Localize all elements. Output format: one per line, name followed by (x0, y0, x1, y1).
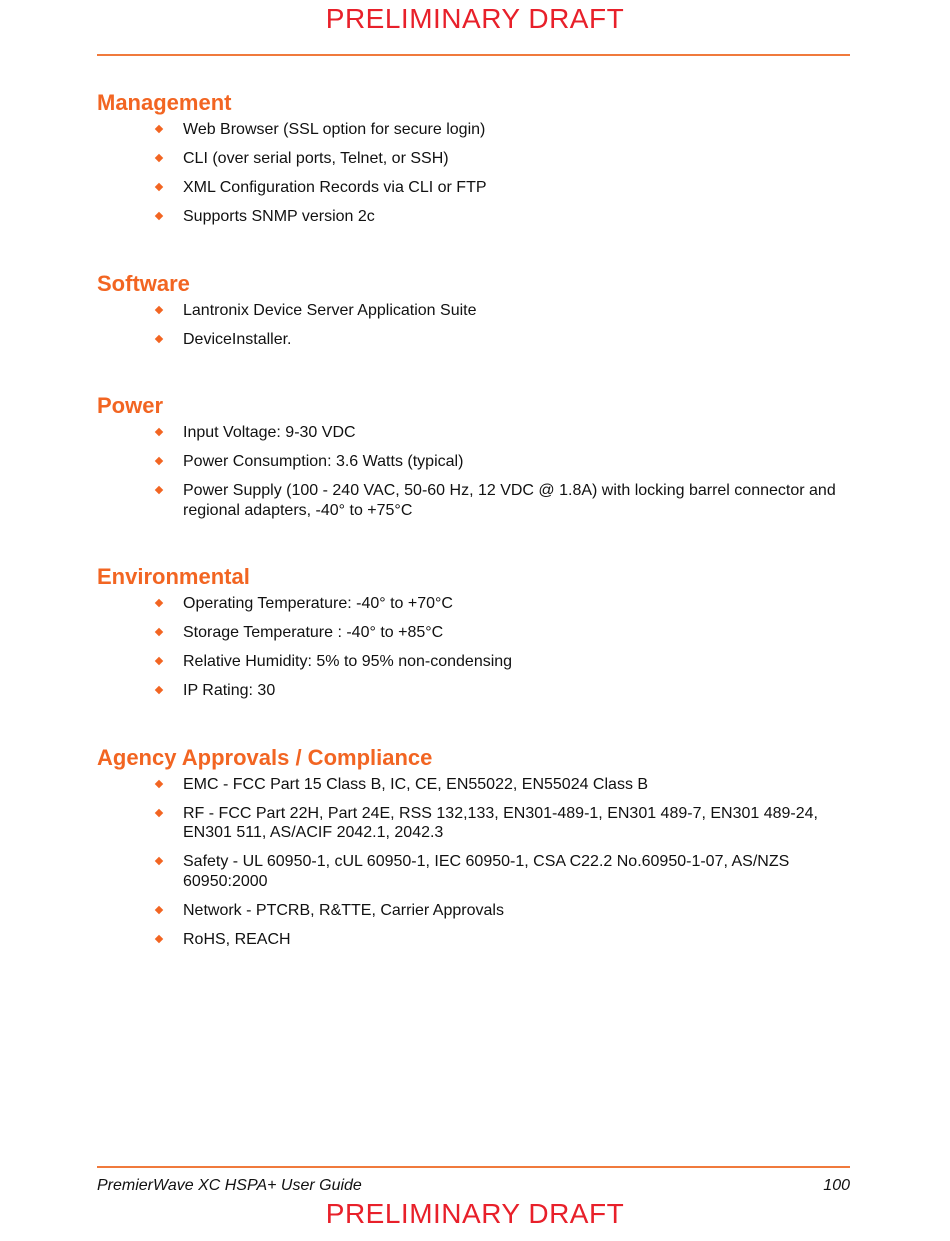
watermark-bottom: PRELIMINARY DRAFT (325, 1198, 625, 1229)
list-item-text: CLI (over serial ports, Telnet, or SSH) (183, 150, 449, 167)
list-item (97, 652, 850, 672)
section-heading: Software (97, 270, 190, 296)
diamond-bullet-icon (155, 686, 163, 694)
section-software (97, 267, 850, 350)
section-heading: Power (97, 393, 164, 418)
diamond-bullet-icon (155, 857, 163, 865)
list-item-text: Supports SNMP version 2c (183, 208, 375, 225)
list-item (97, 804, 850, 843)
list-item-text: Web Browser (SSL option for secure login) (183, 121, 486, 138)
list-item (97, 681, 850, 701)
list-item-text: EMC - FCC Part 15 Class B, IC, CE, EN55022, EN55024 Class B (183, 775, 649, 793)
section-power (97, 389, 850, 520)
list-item-text: Power Consumption: 3.6 Watts (typical) (183, 453, 464, 470)
list-item (97, 301, 850, 321)
list-item (97, 120, 850, 140)
bullet-list (97, 594, 850, 701)
diamond-bullet-icon (155, 305, 163, 313)
bullet-list (97, 423, 850, 520)
list-item (97, 930, 850, 950)
list-item-text: Storage Temperature : -40° to +85°C (183, 624, 444, 641)
diamond-bullet-icon (155, 183, 163, 191)
diamond-bullet-icon (155, 154, 163, 162)
header-rule (97, 54, 850, 56)
list-item-text: Relative Humidity: 5% to 95% non-condensing (183, 653, 513, 670)
footer-page-number: 100 (823, 1177, 850, 1194)
diamond-bullet-icon (155, 428, 163, 436)
list-item (97, 481, 850, 520)
list-item (97, 452, 850, 472)
diamond-bullet-icon (155, 905, 163, 913)
list-item (97, 178, 850, 198)
section-environmental (97, 560, 850, 701)
diamond-bullet-icon (155, 486, 163, 494)
watermark-top: PRELIMINARY DRAFT (325, 3, 625, 34)
list-item-text: Network - PTCRB, R&TTE, Carrier Approvals (183, 901, 504, 919)
list-item-text: XML Configuration Records via CLI or FTP (183, 179, 487, 196)
list-item-text: RoHS, REACH (183, 930, 291, 948)
bullet-list (97, 120, 850, 227)
section-heading: Environmental (97, 564, 250, 589)
list-item (97, 149, 850, 169)
list-item (97, 901, 850, 921)
list-item-text: RF - FCC Part 22H, Part 24E, RSS 132,133, EN301-489-1, EN301 489-7, EN301 489-24, EN301 511, AS/ACIF 2042.1, 2042.3 (183, 804, 818, 841)
bullet-list (97, 775, 850, 950)
diamond-bullet-icon (155, 628, 163, 636)
list-item (97, 207, 850, 227)
diamond-bullet-icon (155, 125, 163, 133)
diamond-bullet-icon (155, 457, 163, 465)
diamond-bullet-icon (155, 657, 163, 665)
diamond-bullet-icon (155, 779, 163, 787)
footer-document-title: PremierWave XC HSPA+ User Guide (97, 1177, 362, 1194)
list-item-text: Operating Temperature: -40° to +70°C (183, 595, 453, 612)
diamond-bullet-icon (155, 212, 163, 220)
list-item-text: Input Voltage: 9-30 VDC (183, 424, 356, 441)
list-item-text: Lantronix Device Server Application Suite (183, 301, 477, 319)
section-agency-approvals-compliance (97, 741, 850, 950)
list-item-text: Safety - UL 60950-1, cUL 60950-1, IEC 60950-1, CSA C22.2 No.60950-1-07, AS/NZS 60950:2000 (183, 853, 790, 890)
list-item-text: Power Supply (100 - 240 VAC, 50-60 Hz, 12 VDC @ 1.8A) with locking barrel connector and regional adapters, -40° to +75°C (183, 482, 836, 519)
list-item (97, 330, 850, 350)
section-management (97, 86, 850, 227)
document-body (97, 86, 850, 959)
footer-rule (97, 1166, 850, 1168)
list-item (97, 775, 850, 795)
bullet-list (97, 301, 850, 350)
list-item-text: DeviceInstaller. (183, 330, 292, 348)
diamond-bullet-icon (155, 599, 163, 607)
section-heading: Agency Approvals / Compliance (97, 744, 433, 770)
list-item (97, 852, 850, 891)
list-item (97, 623, 850, 643)
diamond-bullet-icon (155, 808, 163, 816)
list-item (97, 423, 850, 443)
list-item-text: IP Rating: 30 (183, 682, 276, 699)
diamond-bullet-icon (155, 934, 163, 942)
diamond-bullet-icon (155, 334, 163, 342)
list-item (97, 594, 850, 614)
section-heading: Management (97, 90, 232, 115)
